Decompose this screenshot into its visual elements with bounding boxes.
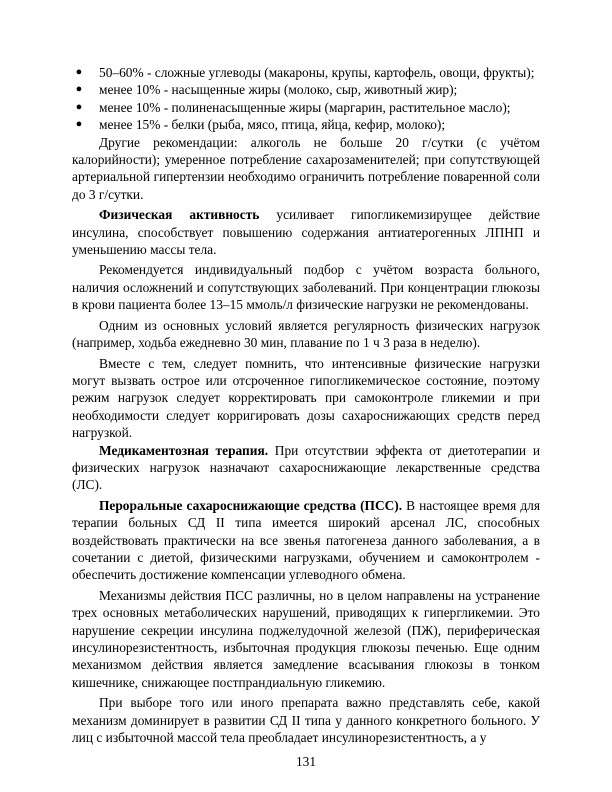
paragraph-text: В настоящее время для терапии больных СД II типа имеется широкий арсенал ЛС, способных воздействовать практически на все звенья патогенеза данного заболевания, а в сочетании с диетой, физическими нагрузками, обучением и самоконтролем - обеспечить достижение компенсации углеводного обмена. — [72, 497, 540, 583]
page-number: 131 — [295, 754, 317, 769]
paragraph-text: Другие рекомендации: алкоголь не больше 20 г/сутки (с учётом калорийности); умеренное потребление сахарозаменителей; при сопутствующей артериальной гипертензии необходимо ограничить потребление поваренной соли до 3 г/сутки. — [72, 134, 540, 202]
paragraph-individual-selection — [72, 261, 540, 313]
bullet-icon: ● — [75, 118, 83, 131]
paragraph-text: Механизмы действия ПСС различны, но в целом направлены на устранение трех основных метаболических нарушений, приводящих к гипергликемии. Это нарушение секреции инсулина поджелудочной железой (ПЖ), периферическая инсулинорезистентность, избыточная продукция глюкозы печенью. Еще одним механизмом действия является замедление всасывания глюкозы в тонком кишечнике, снижающее постпрандиальную гликемию. — [72, 587, 540, 690]
list-item-text: 50–60% - сложные углеводы (макароны, крупы, картофель, овощи, фрукты); — [99, 65, 535, 80]
list-item — [72, 116, 540, 133]
list-item-text: менее 15% - белки (рыба, мясо, птица, яйца, кефир, молоко); — [99, 117, 446, 133]
bullet-icon: ● — [75, 66, 83, 78]
paragraph-text: Рекомендуется индивидуальный подбор с учётом возраста больного, наличия осложнений и сопутствующих заболеваний. При концентрации глюкозы в крови пациента более 13–15 ммоль/л физические нагрузки не рекомендованы. — [72, 262, 540, 313]
paragraph-drug-therapy — [72, 442, 540, 494]
paragraph-text: При выборе того или иного препарата важно представлять себе, какой механизм доминирует в развитии СД II типа у данного конкретного больного. У лиц с избыточной массой тела преобладает инсулинорезистентность, а у — [72, 695, 540, 746]
paragraph-lead: Пероральные сахароснижающие средства (ПСС). — [99, 497, 403, 513]
paragraph-intense-loads — [72, 355, 540, 442]
paragraph-text: Вместе с тем, следует помнить, что интенсивные физические нагрузки могут вызвать острое или отсроченное гипогликемическое состояние, поэтому режим нагрузок следует корректировать при самоконтроле гликемии и при необходимости следует корригировать дозы сахароснижающих средств перед нагрузкой. — [72, 355, 540, 441]
page-body — [72, 64, 540, 746]
paragraph-drug-choice — [72, 694, 540, 746]
paragraph-other-recommendations — [72, 134, 540, 204]
paragraph-physical-activity — [72, 206, 540, 258]
paragraph-lead: Физическая активность — [99, 207, 260, 223]
paragraph-text: При отсутствии эффекта от диетотерапии и физических нагрузок назначают сахароснижающие лекарственные средства (ЛС). — [72, 442, 540, 493]
paragraph-regularity — [72, 317, 540, 352]
list-item — [72, 64, 540, 81]
bullet-icon: ● — [75, 83, 83, 96]
diet-composition-list — [72, 64, 540, 134]
paragraph-oral-agents — [72, 497, 540, 584]
paragraph-mechanisms — [72, 587, 540, 691]
bullet-icon: ● — [75, 100, 83, 113]
paragraph-text: усиливает гипогликемизирущее действие инсулина, способствует повышению содержания антиатерогенных ЛПНП и уменьшению массы тела. — [72, 207, 540, 258]
paragraph-lead: Медикаментозная терапия. — [99, 442, 269, 458]
list-item — [72, 81, 540, 98]
list-item-text: менее 10% - полиненасыщенные жиры (маргарин, растительное масло); — [99, 99, 511, 115]
paragraph-text: Одним из основных условий является регулярность физических нагрузок (например, ходьба ежедневно 30 мин, плавание по 1 ч 3 раза в неделю). — [72, 317, 540, 351]
list-item — [72, 99, 540, 116]
list-item-text: менее 10% - насыщенные жиры (молоко, сыр, животный жир); — [99, 82, 458, 98]
